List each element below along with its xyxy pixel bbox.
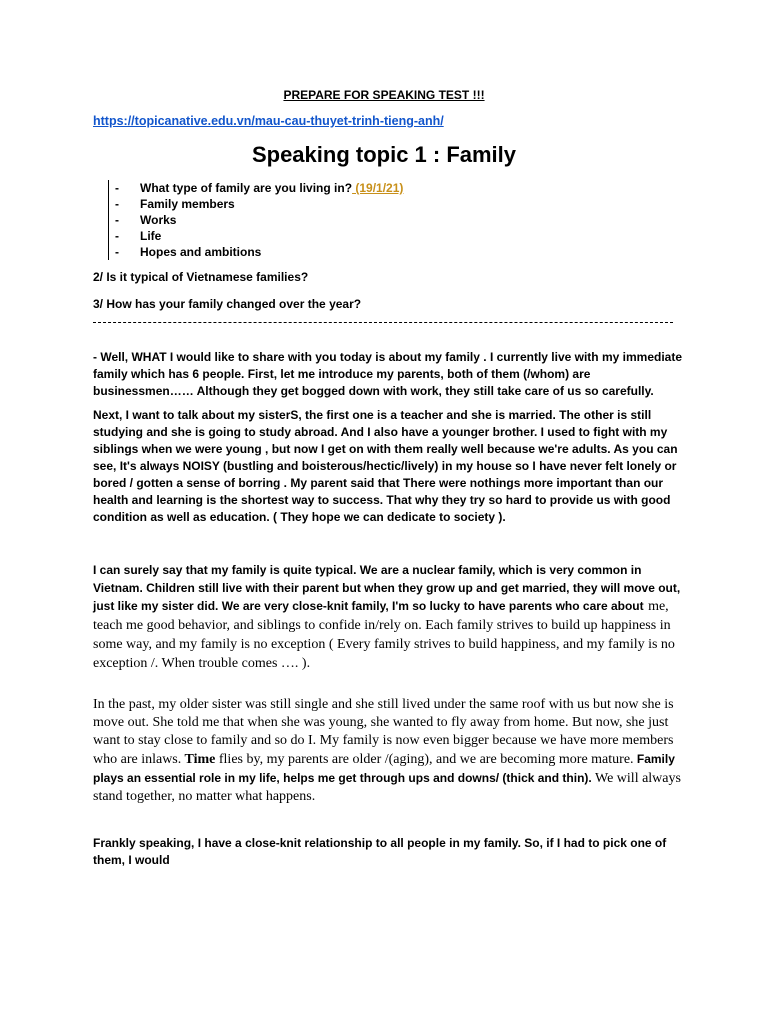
list-item [115, 244, 515, 260]
separator-line [93, 322, 673, 323]
page-heading: PREPARE FOR SPEAKING TEST !!! [283, 88, 485, 102]
dash-marker: - [115, 213, 119, 227]
dash-marker: - [115, 245, 119, 259]
paragraph-conclusion: Frankly speaking, I have a close-knit relationship to all people in my family. So, if I had to pick one of them, I would [93, 836, 667, 867]
question-2: 2/ Is it typical of Vietnamese families? [93, 270, 309, 284]
dash-marker: - [115, 181, 119, 195]
paragraph-siblings: Next, I want to talk about my sisterS, the first one is a teacher and she is married. The other is still studying and she is going to study abroad. And I also have a younger brother. I used to fight with my siblings when we were young , but now I get on with them really well because we're adults. As you can see, It's always NOISY (bustling and boisterous/hectic/lively) in my house so I have never felt lonely or bored / gotten a sense of borring . My parent said that There were nothings more important than our health and learning is the shortest way to success. That why they try so hard to provide us with good condition as well as education. ( They hope we can dedicate to society ). [93, 408, 678, 524]
list-item [115, 196, 515, 212]
list-item-text: Works [140, 213, 177, 227]
list-item-text: Family members [140, 197, 235, 211]
list-item-text: Hopes and ambitions [140, 245, 262, 259]
list-item [115, 180, 515, 196]
paragraph-typical: I can surely say that my family is quite typical. We are a nuclear family, which is very common in Vietnam. Children still live with their parent but when they grow up and get married, they will move out, just like my sister did. We are very close-knit family, I'm so lucky to have parents who care about me, teach me good behavior, and siblings to confide in/rely on. Each family strives to build up happiness in some way, and my family is no exception ( Every family strives to build happiness, and my family is no exception /. When trouble comes …. ). [93, 563, 681, 671]
paragraph-intro: - Well, WHAT I would like to share with you today is about my family . I currently live with my immediate family which has 6 people. First, let me introduce my parents, both of them (/whom) are businessmen…… Although they get bogged down with work, they still take care of us so carefully. [93, 350, 683, 398]
list-item [115, 212, 515, 228]
topic-bullet-list [108, 180, 515, 260]
list-item-text: What type of family are you living in? (19/1/21) [140, 181, 404, 195]
reference-link[interactable]: https://topicanative.edu.vn/mau-cau-thuyet-trinh-tieng-anh/ [93, 114, 444, 128]
dash-marker: - [115, 197, 119, 211]
list-item [115, 228, 515, 244]
paragraph-changes: In the past, my older sister was still single and she still lived under the same roof with us but now she is move out. She told me that when she was young, she wanted to fly away from home. But now, she just want to stay close to family and so do I. My family is now even bigger because we have more members who are inlaws. Time flies by, my parents are older /(aging), and we are becoming more mature. Family plays an essential role in my life, helps me get through ups and downs/ (thick and thin). We will always stand together, no matter what happens. [93, 697, 681, 804]
dash-marker: - [115, 229, 119, 243]
question-3: 3/ How has your family changed over the year? [93, 297, 362, 311]
list-item-text: Life [140, 229, 162, 243]
page-title: Speaking topic 1 : Family [251, 142, 517, 167]
date-note: (19/1/21) [352, 181, 404, 195]
